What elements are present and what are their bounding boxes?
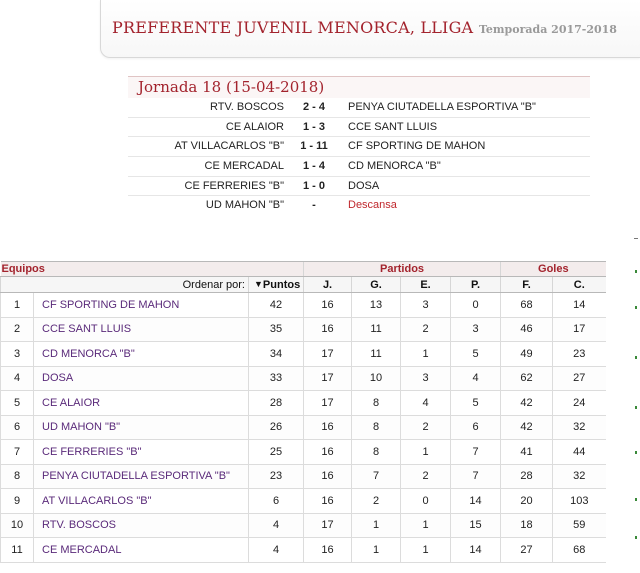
league-title: PREFERENTE JUVENIL MENORCA, LLIGA xyxy=(112,18,474,37)
cell-f: 20 xyxy=(501,489,553,514)
cell-c: 103 xyxy=(553,489,606,514)
away-team[interactable]: PENYA CIUTADELLA ESPORTIVA "B" xyxy=(348,101,536,113)
team-name[interactable]: CE MERCADAL xyxy=(34,538,249,563)
match-score[interactable]: 2 - 4 xyxy=(302,101,325,113)
team-name[interactable]: CE ALAIOR xyxy=(34,391,249,416)
cell-g: 1 xyxy=(352,538,401,563)
team-name[interactable]: UD MAHON "B" xyxy=(34,415,249,440)
away-team[interactable]: CF SPORTING DE MAHON xyxy=(348,140,486,153)
away-team[interactable]: DOSA xyxy=(348,179,380,192)
table-row xyxy=(1,464,606,489)
cell-pts: 26 xyxy=(249,415,304,440)
cell-g: 8 xyxy=(352,391,401,416)
cell-p: 3 xyxy=(451,317,501,342)
table-row xyxy=(1,538,606,563)
cell-pts: 28 xyxy=(249,391,304,416)
cell-f: 28 xyxy=(501,464,553,489)
cell-f: 49 xyxy=(501,342,553,367)
match-score[interactable]: - xyxy=(312,199,316,212)
cell-c: 17 xyxy=(553,317,606,342)
cell-f: 62 xyxy=(501,366,553,391)
match-list xyxy=(128,98,590,216)
goles-header: Goles xyxy=(501,262,606,277)
cell-p: 15 xyxy=(451,513,501,538)
team-name[interactable]: CF SPORTING DE MAHON xyxy=(34,293,249,318)
team-name[interactable]: CD MENORCA "B" xyxy=(34,342,249,367)
match-score[interactable]: 1 - 11 xyxy=(300,140,328,153)
cell-p: 0 xyxy=(451,293,501,318)
table-row xyxy=(1,366,606,391)
cell-e: 1 xyxy=(401,513,451,538)
cell-g: 7 xyxy=(352,464,401,489)
cell-j: 16 xyxy=(304,440,352,465)
cell-pts: 33 xyxy=(249,366,304,391)
cell-c: 23 xyxy=(553,342,606,367)
team-name[interactable]: RTV. BOSCOS xyxy=(34,513,249,538)
col-j[interactable]: J. xyxy=(304,277,352,293)
cell-p: 14 xyxy=(451,489,501,514)
cell-j: 16 xyxy=(304,538,352,563)
table-row xyxy=(1,440,606,465)
away-team[interactable]: CD MENORCA "B" xyxy=(348,160,441,173)
table-row xyxy=(1,489,606,514)
team-name[interactable]: AT VILLACARLOS "B" xyxy=(34,489,249,514)
match-score[interactable]: 1 - 4 xyxy=(302,160,325,173)
cell-pos: 7 xyxy=(1,440,34,465)
cell-c: 59 xyxy=(553,513,606,538)
col-e[interactable]: E. xyxy=(401,277,451,293)
cell-g: 11 xyxy=(352,317,401,342)
equipos-header: Equipos xyxy=(1,262,304,277)
cell-p: 7 xyxy=(451,464,501,489)
jornada-panel xyxy=(128,76,590,216)
cell-j: 16 xyxy=(304,317,352,342)
cell-pts: 42 xyxy=(249,293,304,318)
cell-p: 7 xyxy=(451,440,501,465)
cell-e: 1 xyxy=(401,440,451,465)
cell-f: 46 xyxy=(501,317,553,342)
cell-g: 10 xyxy=(352,366,401,391)
cell-pos: 1 xyxy=(1,293,34,318)
home-team[interactable]: UD MAHON "B" xyxy=(205,199,284,212)
home-team[interactable]: CE ALAIOR xyxy=(225,120,284,133)
home-team[interactable]: RTV. BOSCOS xyxy=(210,101,284,113)
cell-pts: 35 xyxy=(249,317,304,342)
cell-g: 13 xyxy=(352,293,401,318)
cell-pts: 6 xyxy=(249,489,304,514)
season-label: Temporada 2017-2018 xyxy=(479,23,617,36)
home-team[interactable]: AT VILLACARLOS "B" xyxy=(174,140,284,153)
partidos-header: Partidos xyxy=(304,262,501,277)
match-row xyxy=(128,98,590,118)
col-g[interactable]: G. xyxy=(352,277,401,293)
cell-j: 16 xyxy=(304,293,352,318)
cell-p: 14 xyxy=(451,538,501,563)
cell-j: 17 xyxy=(304,342,352,367)
jornada-title: Jornada 18 (15-04-2018) xyxy=(128,76,590,98)
cell-j: 17 xyxy=(304,513,352,538)
order-by-label: Ordenar por: xyxy=(1,277,249,293)
cell-f: 18 xyxy=(501,513,553,538)
cell-e: 3 xyxy=(401,293,451,318)
cell-pts: 4 xyxy=(249,538,304,563)
match-row xyxy=(128,196,590,216)
league-header xyxy=(100,0,640,58)
team-name[interactable]: CE FERRERIES "B" xyxy=(34,440,249,465)
cell-p: 6 xyxy=(451,415,501,440)
standings-table xyxy=(0,261,606,563)
cell-p: 4 xyxy=(451,366,501,391)
match-score[interactable]: 1 - 3 xyxy=(302,120,325,133)
cell-e: 0 xyxy=(401,489,451,514)
sort-by-points[interactable]: ▼Puntos xyxy=(249,277,304,293)
cell-g: 2 xyxy=(352,489,401,514)
cell-pos: 4 xyxy=(1,366,34,391)
cell-g: 11 xyxy=(352,342,401,367)
cell-pos: 3 xyxy=(1,342,34,367)
cell-e: 2 xyxy=(401,464,451,489)
cell-c: 32 xyxy=(553,464,606,489)
cell-p: 5 xyxy=(451,391,501,416)
cell-j: 16 xyxy=(304,464,352,489)
away-team[interactable]: Descansa xyxy=(348,199,397,212)
cell-e: 2 xyxy=(401,317,451,342)
col-f[interactable]: F. xyxy=(501,277,553,293)
cell-j: 16 xyxy=(304,415,352,440)
col-c[interactable]: C. xyxy=(553,277,606,293)
cell-j: 17 xyxy=(304,391,352,416)
home-team[interactable]: CE MERCADAL xyxy=(204,160,284,173)
cell-pos: 11 xyxy=(1,538,34,563)
table-row xyxy=(1,342,606,367)
cell-c: 14 xyxy=(553,293,606,318)
cell-g: 8 xyxy=(352,440,401,465)
cell-c: 68 xyxy=(553,538,606,563)
table-row xyxy=(1,293,606,318)
home-team[interactable]: CE FERRERIES "B" xyxy=(184,179,284,192)
cell-f: 27 xyxy=(501,538,553,563)
cell-g: 1 xyxy=(352,513,401,538)
cell-c: 24 xyxy=(553,391,606,416)
cell-f: 41 xyxy=(501,440,553,465)
team-name[interactable]: PENYA CIUTADELLA ESPORTIVA "B" xyxy=(34,464,249,489)
cell-j: 17 xyxy=(304,366,352,391)
team-name[interactable]: CCE SANT LLUIS xyxy=(34,317,249,342)
cell-p: 5 xyxy=(451,342,501,367)
cell-f: 42 xyxy=(501,415,553,440)
match-row xyxy=(128,137,590,157)
cell-e: 3 xyxy=(401,366,451,391)
cell-pts: 25 xyxy=(249,440,304,465)
cell-pos: 8 xyxy=(1,464,34,489)
table-row xyxy=(1,391,606,416)
cell-e: 2 xyxy=(401,415,451,440)
cell-pts: 4 xyxy=(249,513,304,538)
away-team[interactable]: CCE SANT LLUIS xyxy=(348,120,438,133)
cell-pts: 23 xyxy=(249,464,304,489)
cell-f: 68 xyxy=(501,293,553,318)
cell-e: 4 xyxy=(401,391,451,416)
match-row xyxy=(128,177,590,197)
cell-e: 1 xyxy=(401,538,451,563)
triangle-down-icon: ▼ xyxy=(254,278,263,289)
cell-pos: 6 xyxy=(1,415,34,440)
cell-pts: 34 xyxy=(249,342,304,367)
match-score[interactable]: 1 - 0 xyxy=(302,179,325,192)
cell-g: 8 xyxy=(352,415,401,440)
cell-j: 16 xyxy=(304,489,352,514)
cell-pos: 5 xyxy=(1,391,34,416)
side-decoration xyxy=(632,236,640,573)
cell-c: 27 xyxy=(553,366,606,391)
cell-c: 44 xyxy=(553,440,606,465)
table-row xyxy=(1,415,606,440)
cell-pos: 2 xyxy=(1,317,34,342)
cell-e: 1 xyxy=(401,342,451,367)
cell-pos: 10 xyxy=(1,513,34,538)
cell-f: 42 xyxy=(501,391,553,416)
table-row xyxy=(1,317,606,342)
cell-c: 32 xyxy=(553,415,606,440)
table-row xyxy=(1,513,606,538)
match-row xyxy=(128,118,590,138)
team-name[interactable]: DOSA xyxy=(34,366,249,391)
col-p[interactable]: P. xyxy=(451,277,501,293)
match-row xyxy=(128,157,590,177)
cell-pos: 9 xyxy=(1,489,34,514)
